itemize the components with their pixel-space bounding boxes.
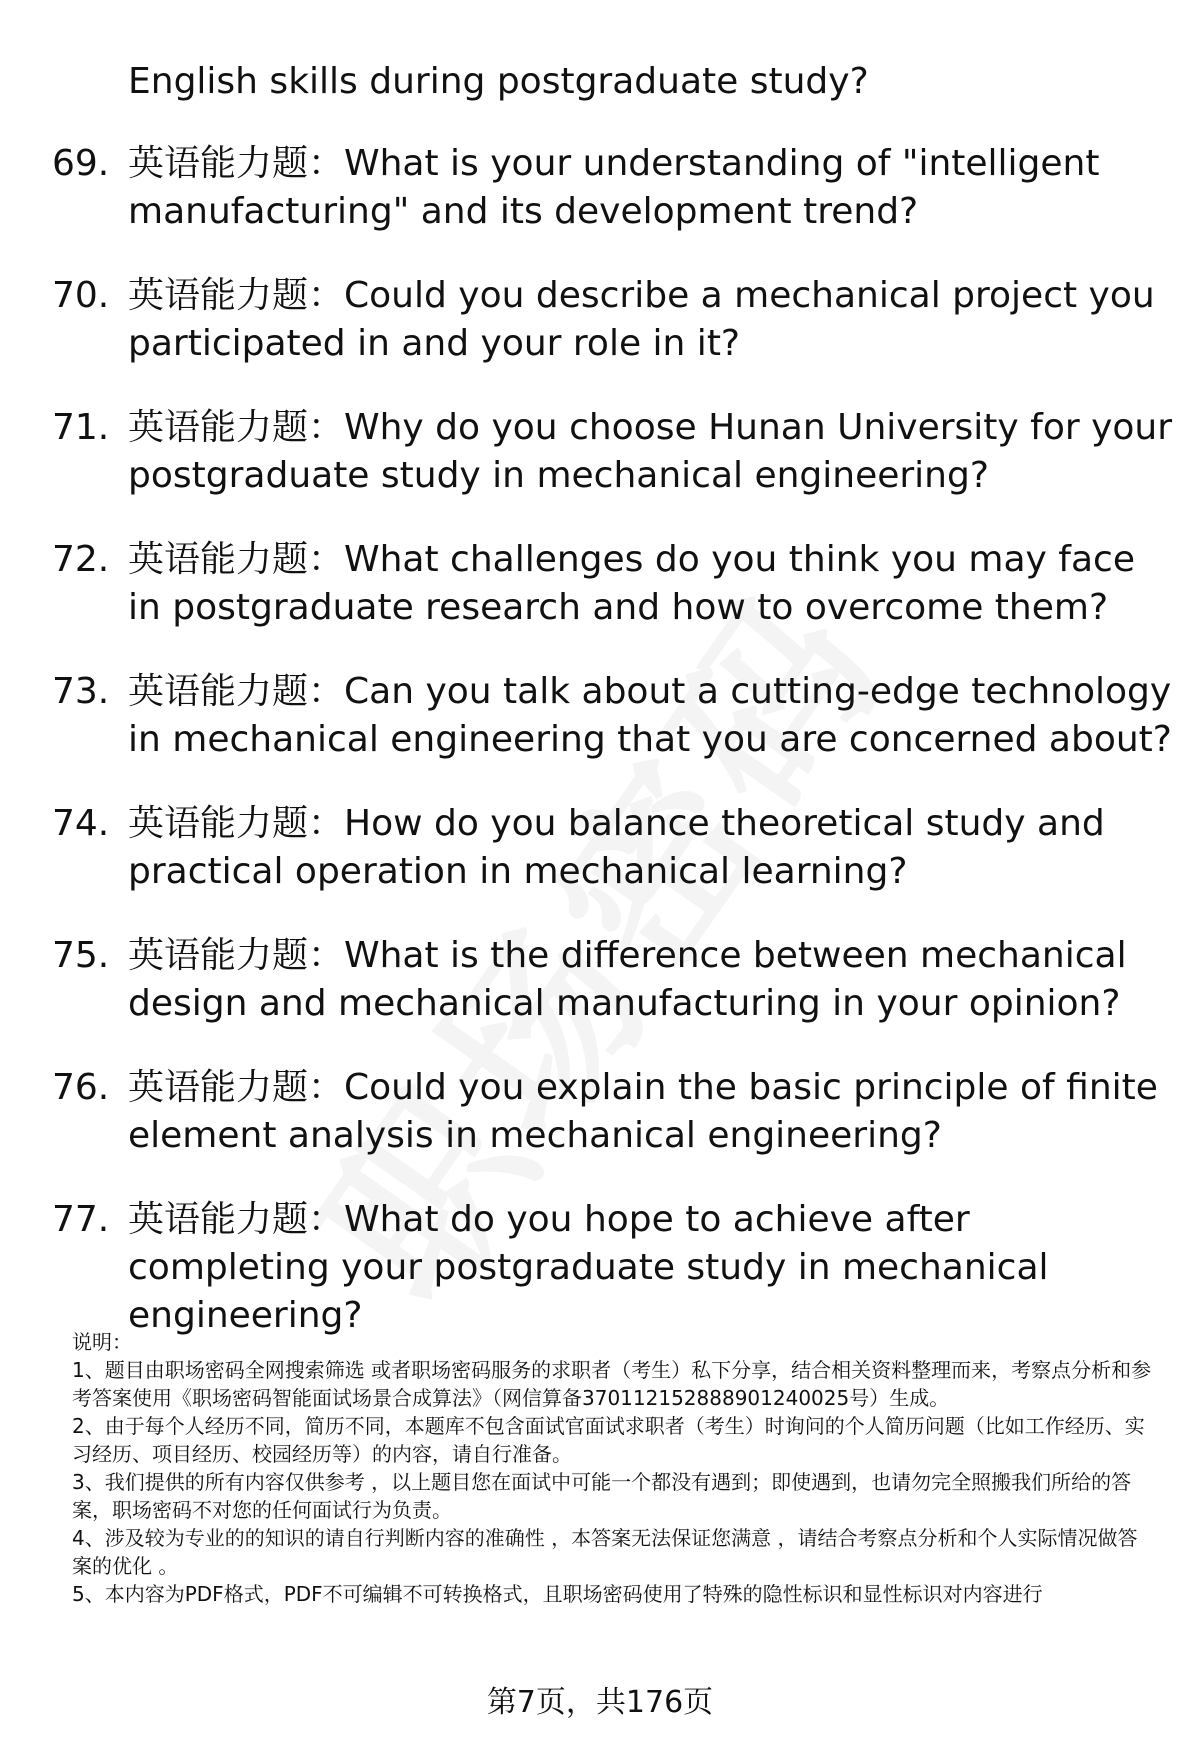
question-number: 76. bbox=[52, 1067, 110, 1108]
question-item bbox=[0, 272, 1200, 404]
question-number: 75. bbox=[52, 935, 110, 976]
question-number: 72. bbox=[52, 539, 110, 580]
question-item bbox=[0, 536, 1200, 668]
question-list bbox=[0, 140, 1200, 1336]
page-number: 第7页，共176页 bbox=[486, 1685, 714, 1720]
question-text: 英语能力题：Could you describe a mechanical project you participated in and your role in it? bbox=[128, 275, 1155, 364]
note-item: 2、由于每个人经历不同，简历不同，本题库不包含面试官面试求职者（考生）时询问的个人简历问题（比如工作经历、实习经历、项目经历、校园经历等）的内容，请自行准备。 bbox=[72, 1414, 1145, 1466]
question-item bbox=[0, 1064, 1200, 1196]
question-item bbox=[0, 404, 1200, 536]
question-number: 69. bbox=[52, 143, 110, 184]
notes-section bbox=[72, 1328, 1152, 1608]
question-number: 77. bbox=[52, 1199, 110, 1240]
question-number: 70. bbox=[52, 275, 110, 316]
question-item bbox=[0, 1196, 1200, 1336]
question-item bbox=[0, 140, 1200, 272]
question-text: 英语能力题：What is the difference between mechanical design and mechanical manufacturing in your opinion? bbox=[128, 935, 1127, 1024]
note-item: 5、本内容为PDF格式，PDF不可编辑不可转换格式，且职场密码使用了特殊的隐性标识和显性标识对内容进行 bbox=[72, 1582, 1043, 1606]
question-number: 71. bbox=[52, 407, 110, 448]
question-text: 英语能力题：Why do you choose Hunan University for your postgraduate study in mechanical engineering? bbox=[128, 407, 1173, 496]
question-continuation: English skills during postgraduate study? bbox=[128, 61, 869, 102]
question-text: 英语能力题：Could you explain the basic principle of finite element analysis in mechanical engineering? bbox=[128, 1067, 1158, 1156]
question-item bbox=[0, 800, 1200, 932]
question-text: 英语能力题：What do you hope to achieve after completing your postgraduate study in mechanical engineering? bbox=[128, 1199, 1049, 1336]
question-text: 英语能力题：How do you balance theoretical study and practical operation in mechanical learning? bbox=[128, 803, 1105, 892]
question-text: 英语能力题：What challenges do you think you may face in postgraduate research and how to overcome them? bbox=[128, 539, 1135, 628]
note-item: 1、题目由职场密码全网搜索筛选 或者职场密码服务的求职者（考生）私下分享，结合相关资料整理而来，考察点分析和参考答案使用《职场密码智能面试场景合成算法》（网信算备370112152888901240025号）生成。 bbox=[72, 1358, 1152, 1410]
note-item: 3、我们提供的所有内容仅供参考 ，以上题目您在面试中可能一个都没有遇到；即使遇到，也请勿完全照搬我们所给的答案，职场密码不对您的任何面试行为负责。 bbox=[72, 1470, 1132, 1522]
question-item bbox=[0, 668, 1200, 800]
question-number: 74. bbox=[52, 803, 110, 844]
question-item bbox=[0, 932, 1200, 1064]
note-item: 4、涉及较为专业的的知识的请自行判断内容的准确性 ，本答案无法保证您满意 ，请结合考察点分析和个人实际情况做答案的优化 。 bbox=[72, 1526, 1138, 1578]
question-text: 英语能力题：Can you talk about a cutting-edge technology in mechanical engineering that you are concerned about? bbox=[128, 671, 1172, 760]
notes-title: 说明： bbox=[72, 1330, 132, 1354]
question-number: 73. bbox=[52, 671, 110, 712]
question-text: 英语能力题：What is your understanding of "intelligent manufacturing" and its development trend? bbox=[128, 143, 1100, 232]
